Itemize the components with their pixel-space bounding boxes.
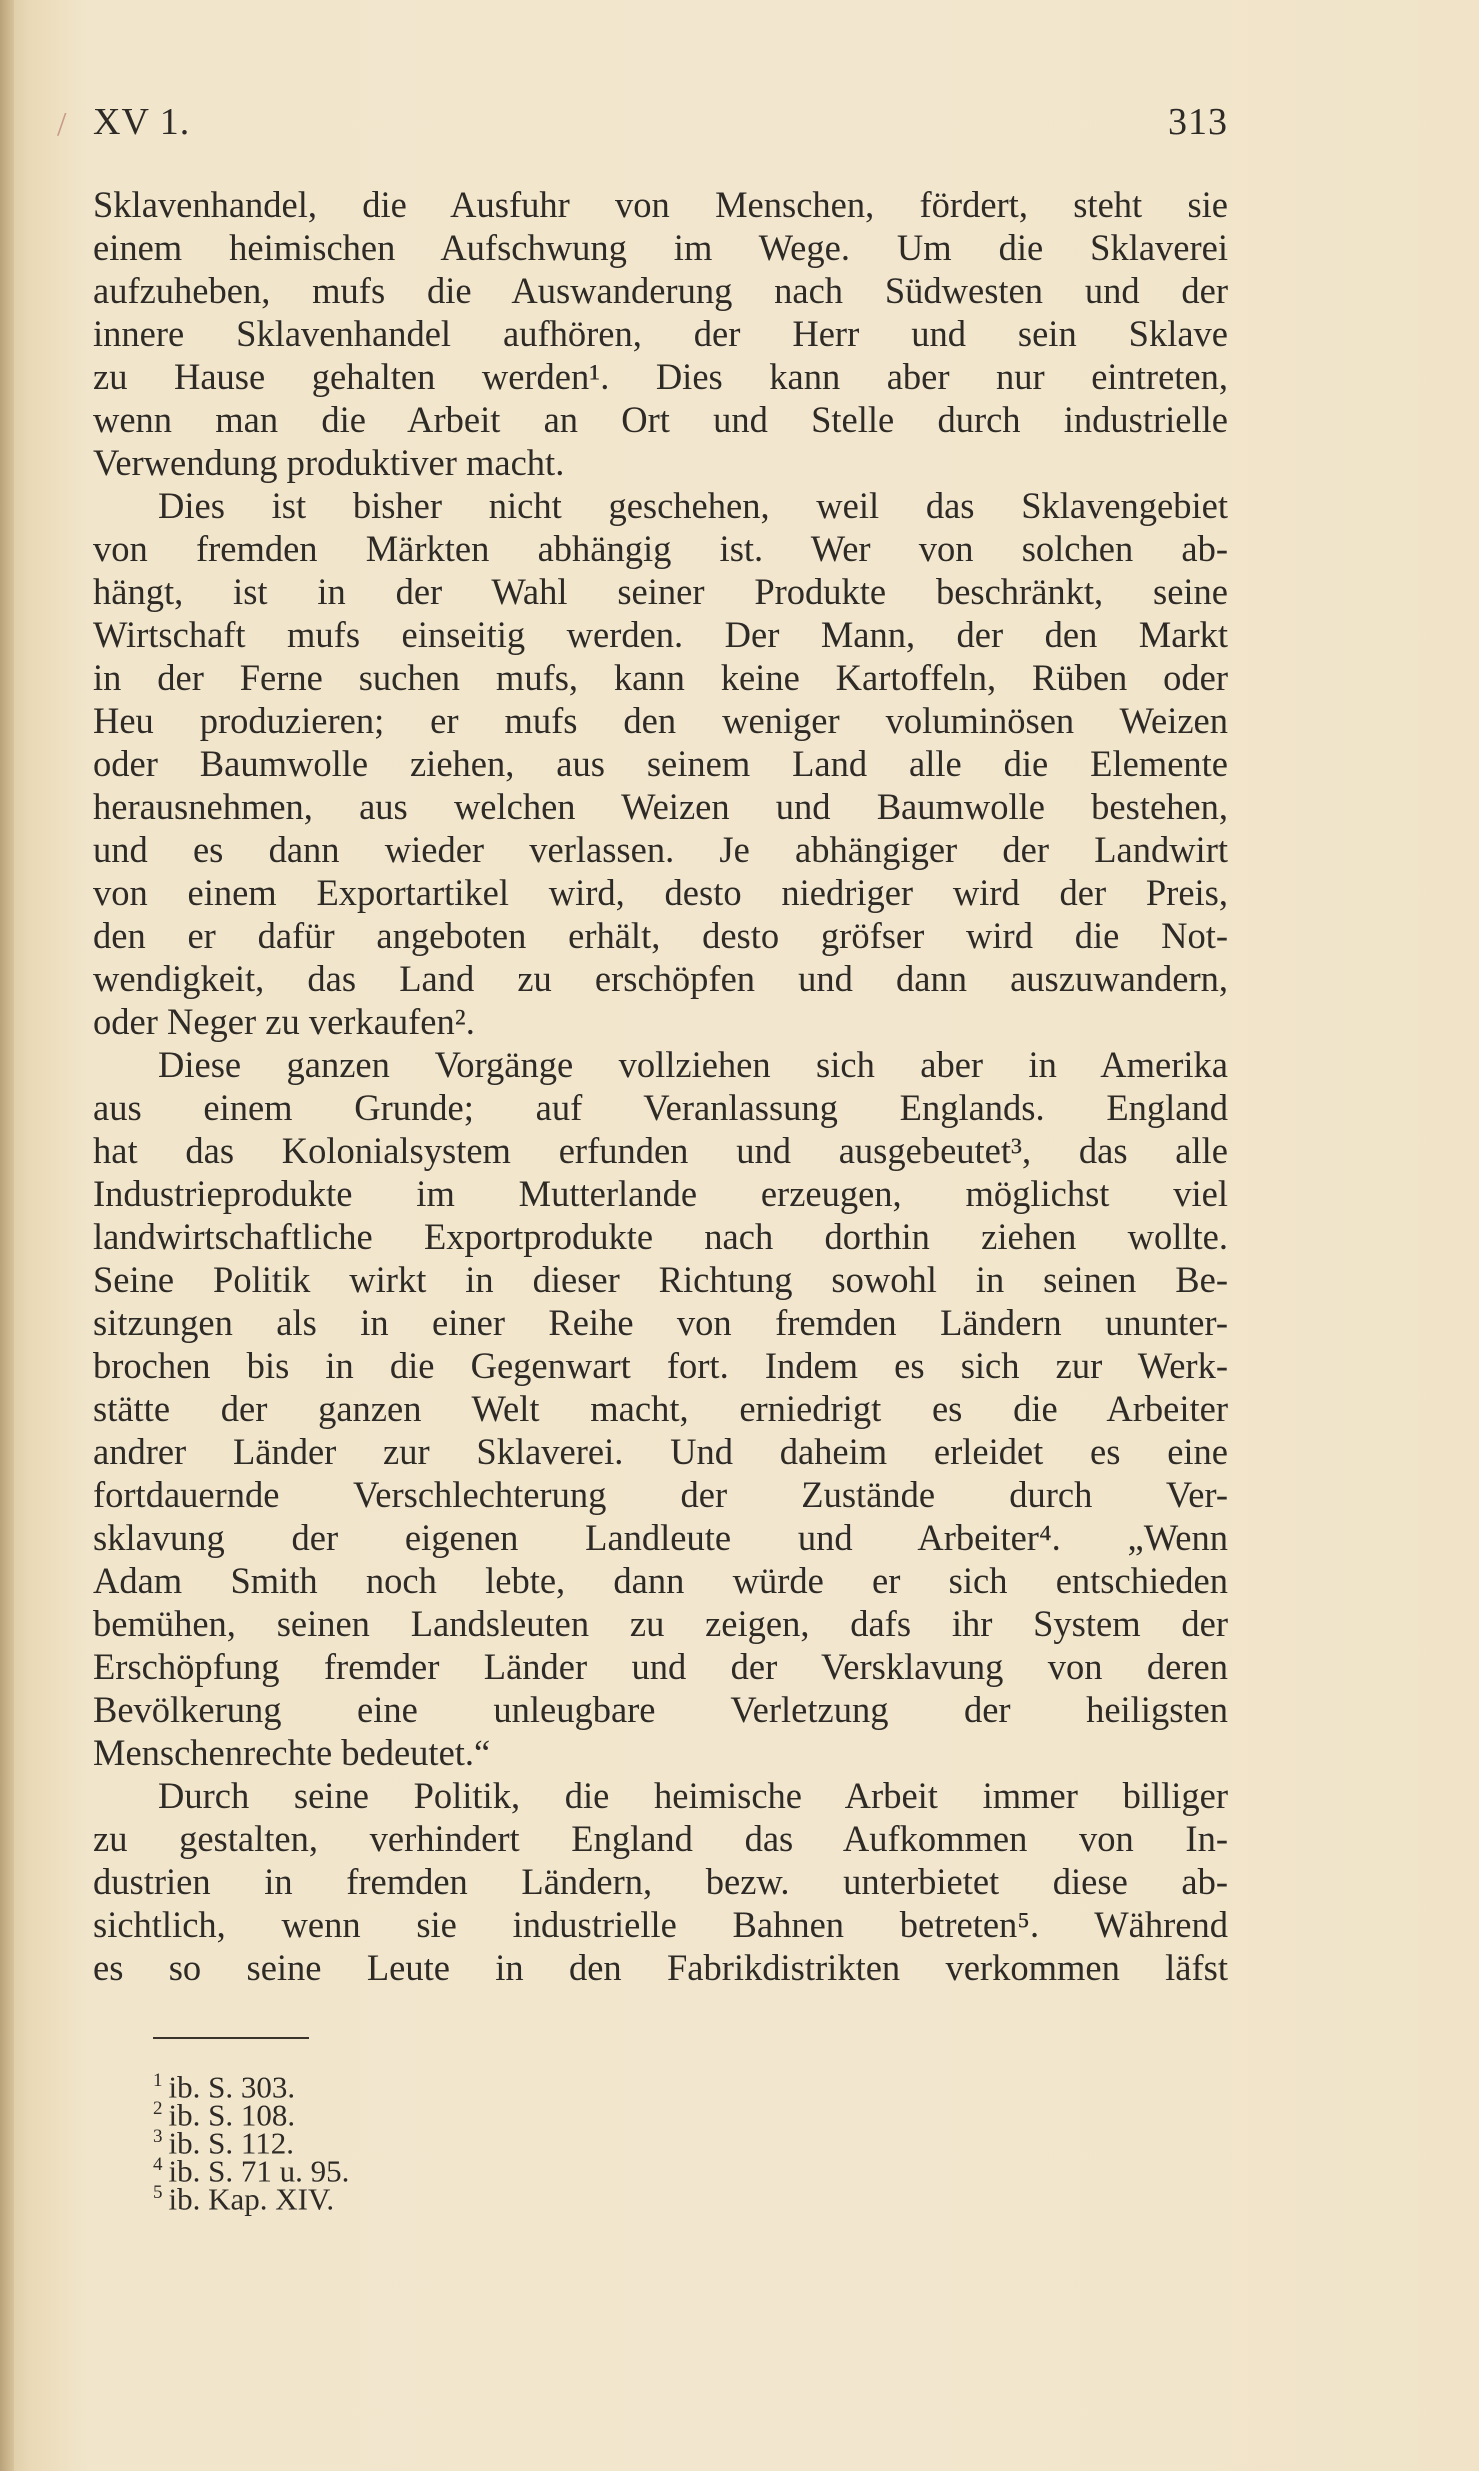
text-line: Dies ist bisher nicht geschehen, weil das Sklavengebiet <box>158 485 1228 526</box>
text-line: den er dafür angeboten erhält, desto gröfser wird die Not- <box>93 915 1228 956</box>
margin-pencil-mark: / <box>57 106 67 143</box>
text-line: Bevölkerung eine unleugbare Verletzung der heiligsten <box>93 1689 1228 1730</box>
text-line: aufzuheben, mufs die Auswanderung nach Südwesten und der <box>93 270 1228 311</box>
text-line: Heu produzieren; er mufs den weniger voluminösen Weizen <box>93 700 1228 741</box>
page-number: 313 <box>1168 101 1228 143</box>
text-line: oder Neger zu verkaufen². <box>93 1001 475 1042</box>
text-line: stätte der ganzen Welt macht, erniedrigt es die Arbeiter <box>93 1388 1228 1429</box>
text-line: zu gestalten, verhindert England das Aufkommen von In- <box>93 1818 1228 1859</box>
footnote-marker: 4 <box>153 2154 163 2175</box>
footnote-marker: 5 <box>153 2182 163 2203</box>
text-line: von einem Exportartikel wird, desto niedriger wird der Preis, <box>93 872 1228 913</box>
footnote-text: ib. S. 71 u. 95. <box>168 2153 350 2189</box>
text-line: Sklavenhandel, die Ausfuhr von Menschen, fördert, steht sie <box>93 184 1228 225</box>
footnote <box>153 2067 349 2105</box>
text-line: andrer Länder zur Sklaverei. Und daheim erleidet es eine <box>93 1431 1228 1472</box>
footnote <box>153 2151 350 2189</box>
text-line: von fremden Märkten abhängig ist. Wer von solchen ab- <box>93 528 1228 569</box>
text-line: oder Baumwolle ziehen, aus seinem Land alle die Elemente <box>93 743 1228 784</box>
text-line: Wirtschaft mufs einseitig werden. Der Mann, der den Markt <box>93 614 1228 655</box>
footnote-separator <box>153 2037 309 2039</box>
footnote-text: ib. S. 108. <box>168 2097 296 2133</box>
footnote-marker: 2 <box>153 2098 163 2119</box>
text-line: es so seine Leute in den Fabrikdistrikten verkommen läfst <box>93 1947 1228 1988</box>
footnote-text: ib. S. 112. <box>168 2125 294 2161</box>
text-line: wenn man die Arbeit an Ort und Stelle durch industrielle <box>93 399 1228 440</box>
footnote-text: ib. Kap. XIV. <box>168 2181 335 2217</box>
chapter-reference: XV 1. <box>93 101 191 143</box>
text-line: und es dann wieder verlassen. Je abhängiger der Landwirt <box>93 829 1228 870</box>
text-line: sichtlich, wenn sie industrielle Bahnen betreten⁵. Während <box>93 1904 1228 1945</box>
text-line: sklavung der eigenen Landleute und Arbeiter⁴. „Wenn <box>93 1517 1228 1558</box>
footnote-text: ib. S. 303. <box>168 2069 296 2105</box>
text-line: sitzungen als in einer Reihe von fremden Ländern ununter- <box>93 1302 1228 1343</box>
text-line: fortdauernde Verschlechterung der Zustände durch Ver- <box>93 1474 1228 1515</box>
text-line: herausnehmen, aus welchen Weizen und Baumwolle bestehen, <box>93 786 1228 827</box>
text-line: wendigkeit, das Land zu erschöpfen und dann auszuwandern, <box>93 958 1228 999</box>
footnote-marker: 1 <box>153 2070 163 2091</box>
text-line: hängt, ist in der Wahl seiner Produkte beschränkt, seine <box>93 571 1228 612</box>
footnote <box>153 2095 349 2133</box>
footnote <box>153 2179 349 2217</box>
text-line: Adam Smith noch lebte, dann würde er sich entschieden <box>93 1560 1228 1601</box>
text-line: dustrien in fremden Ländern, bezw. unterbietet diese ab- <box>93 1861 1228 1902</box>
footnote-marker: 3 <box>153 2126 163 2147</box>
text-line: innere Sklavenhandel aufhören, der Herr und sein Sklave <box>93 313 1228 354</box>
text-line: brochen bis in die Gegenwart fort. Indem es sich zur Werk- <box>93 1345 1228 1386</box>
text-line: hat das Kolonialsystem erfunden und ausgebeutet³, das alle <box>93 1130 1228 1171</box>
running-header <box>57 100 1228 156</box>
main-text <box>93 183 1228 1989</box>
text-line: Industrieprodukte im Mutterlande erzeugen, möglichst viel <box>93 1173 1228 1214</box>
text-line: Erschöpfung fremder Länder und der Versklavung von deren <box>93 1646 1228 1687</box>
text-line: landwirtschaftliche Exportprodukte nach dorthin ziehen wollte. <box>93 1216 1228 1257</box>
text-line: in der Ferne suchen mufs, kann keine Kartoffeln, Rüben oder <box>93 657 1228 698</box>
text-line: Seine Politik wirkt in dieser Richtung sowohl in seinen Be- <box>93 1259 1228 1300</box>
text-line: zu Hause gehalten werden¹. Dies kann aber nur eintreten, <box>93 356 1228 397</box>
text-line: einem heimischen Aufschwung im Wege. Um die Sklaverei <box>93 227 1228 268</box>
footnote <box>153 2123 349 2161</box>
page-spine-shadow <box>0 0 14 2471</box>
text-line: Diese ganzen Vorgänge vollziehen sich aber in Amerika <box>158 1044 1228 1085</box>
text-line: Durch seine Politik, die heimische Arbeit immer billiger <box>158 1775 1228 1816</box>
text-line: Menschenrechte bedeutet.“ <box>93 1732 491 1773</box>
text-line: bemühen, seinen Landsleuten zu zeigen, dafs ihr System der <box>93 1603 1228 1644</box>
text-line: Verwendung produktiver macht. <box>93 442 565 483</box>
footnotes <box>153 2067 350 2217</box>
text-line: aus einem Grunde; auf Veranlassung Englands. England <box>93 1087 1228 1128</box>
